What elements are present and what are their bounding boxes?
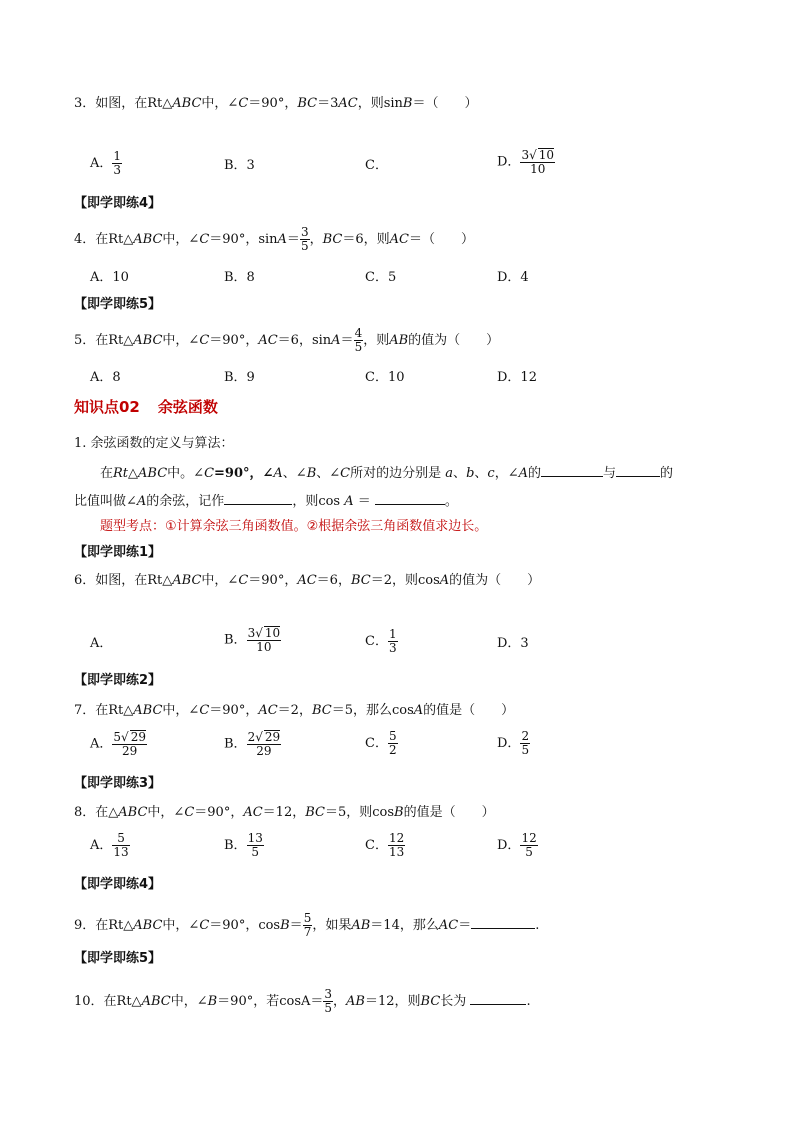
q5-var: C bbox=[199, 333, 210, 348]
question-10 bbox=[74, 988, 531, 1015]
denominator: 29 bbox=[256, 744, 272, 758]
question-types-note: 题型考点：①计算余弦三角函数值。②根据余弦三角函数值求边长。 bbox=[100, 519, 488, 534]
q5-text: 5．在Rt△ bbox=[74, 333, 134, 348]
q10-tri: ABC bbox=[141, 994, 171, 1009]
question-5 bbox=[74, 327, 499, 354]
sqrt-icon: √ bbox=[529, 148, 537, 162]
q5-var: AB bbox=[389, 333, 409, 348]
q7-text: ＝2， bbox=[277, 703, 312, 718]
q4-var: BC bbox=[322, 232, 343, 247]
q3-text: ，则sin bbox=[357, 96, 403, 111]
q3-var: BC bbox=[297, 96, 318, 111]
numerator: 3 bbox=[324, 987, 333, 1001]
coef: 3 bbox=[521, 148, 530, 162]
fraction bbox=[323, 988, 333, 1015]
denominator: 10 bbox=[530, 162, 546, 176]
q3-var: C bbox=[238, 96, 249, 111]
def-text: 、 bbox=[453, 466, 467, 481]
q10-text: 中，∠ bbox=[170, 994, 208, 1009]
q10-text: ， bbox=[333, 994, 347, 1009]
numerator: 2 bbox=[521, 729, 530, 743]
def-var: A bbox=[273, 466, 283, 481]
denominator: 5 bbox=[324, 1001, 333, 1015]
radicand: 29 bbox=[264, 730, 281, 744]
q3-option-d[interactable] bbox=[497, 148, 555, 176]
q4-option-d[interactable]: D．4 bbox=[497, 270, 529, 285]
denominator: 10 bbox=[256, 640, 272, 654]
option-label: C． bbox=[365, 838, 388, 853]
q9-text: ＝ bbox=[289, 918, 303, 933]
def-text: 比值叫做∠ bbox=[74, 494, 137, 509]
denominator: 13 bbox=[388, 845, 405, 859]
q4-text: ， bbox=[309, 232, 323, 247]
q6-text: ＝2，则cos bbox=[370, 573, 440, 588]
fraction bbox=[388, 730, 398, 757]
option-label: D． bbox=[497, 736, 521, 751]
q3-var: B bbox=[402, 96, 413, 111]
fraction bbox=[520, 730, 530, 757]
q8-text: ＝5，则cos bbox=[324, 805, 395, 820]
def-text: 的 bbox=[527, 466, 541, 481]
q6-option-a[interactable]: A． bbox=[90, 636, 113, 651]
coef: 2 bbox=[247, 730, 256, 744]
sqrt-icon: √ bbox=[255, 626, 263, 640]
q4-text: ＝6，则 bbox=[342, 232, 390, 247]
question-4 bbox=[74, 226, 474, 253]
q8-text: 的值是（ ） bbox=[403, 805, 495, 820]
q10-var: B bbox=[207, 994, 218, 1009]
q4-text: 中，∠ bbox=[162, 232, 200, 247]
fill-blank-3[interactable] bbox=[224, 492, 292, 505]
q5-text: 中，∠ bbox=[162, 333, 200, 348]
fill-blank-1[interactable] bbox=[541, 464, 603, 477]
numerator bbox=[247, 626, 282, 641]
denominator: 5 bbox=[251, 845, 260, 859]
q10-text: ＝90°，若cosA＝ bbox=[217, 994, 324, 1009]
option-label: A． bbox=[90, 156, 113, 171]
numerator: 5 bbox=[112, 832, 129, 846]
q9-text: ＝90°，cos bbox=[209, 918, 281, 933]
denominator: 5 bbox=[300, 239, 309, 253]
def-text: 。 bbox=[444, 494, 458, 509]
def-text: 的余弦，记作 bbox=[146, 494, 225, 509]
fraction bbox=[388, 832, 405, 859]
q10-var: AB bbox=[346, 994, 365, 1009]
denominator: 29 bbox=[122, 744, 138, 758]
denominator: 2 bbox=[388, 743, 397, 757]
fraction bbox=[303, 912, 313, 939]
q5-var: AC bbox=[258, 333, 278, 348]
kp-title: 余弦函数 bbox=[157, 398, 218, 416]
q8-tri: ABC bbox=[118, 805, 148, 820]
q4-text: ＝（ ） bbox=[408, 232, 474, 247]
denominator: 13 bbox=[113, 845, 129, 859]
q8-option-d[interactable] bbox=[497, 832, 538, 859]
option-label: A． bbox=[90, 838, 113, 853]
section-heading: 【即学即练2】 bbox=[74, 673, 162, 688]
question-8 bbox=[74, 805, 495, 821]
q5-option-a[interactable]: A．8 bbox=[90, 370, 121, 385]
q3-text: 中，∠ bbox=[201, 96, 239, 111]
def-var: A bbox=[136, 494, 147, 509]
q4-option-a[interactable]: A．10 bbox=[90, 270, 129, 285]
fraction bbox=[247, 626, 282, 654]
q8-option-b[interactable] bbox=[224, 832, 264, 859]
q6-var: C bbox=[238, 573, 249, 588]
q5-text: ＝ bbox=[340, 333, 354, 348]
q9-var: AC bbox=[438, 918, 459, 933]
q4-var: AC bbox=[389, 232, 409, 247]
def-text: 、∠ bbox=[282, 466, 307, 481]
q9-text: . bbox=[535, 918, 540, 933]
fill-blank-4[interactable] bbox=[375, 492, 445, 505]
q7-var: A bbox=[413, 703, 424, 718]
q9-text: 9．在Rt△ bbox=[74, 918, 134, 933]
q6-text: 6．如图，在Rt△ bbox=[74, 573, 173, 588]
q9-var: AB bbox=[351, 918, 371, 933]
option-label: D． bbox=[497, 838, 521, 853]
section-heading: 【即学即练5】 bbox=[74, 951, 162, 966]
q8-text: ＝90°， bbox=[194, 805, 244, 820]
q10-var: BC bbox=[420, 994, 441, 1009]
coef: 3 bbox=[247, 626, 256, 640]
section-heading: 【即学即练4】 bbox=[74, 196, 162, 211]
q4-var: C bbox=[199, 232, 210, 247]
fraction bbox=[520, 148, 555, 176]
option-label: C． bbox=[365, 736, 388, 751]
def-text: 与 bbox=[603, 466, 617, 481]
q8-text: 8．在△ bbox=[74, 805, 119, 820]
q7-var: BC bbox=[311, 703, 332, 718]
numerator: 13 bbox=[247, 831, 263, 845]
question-7 bbox=[74, 703, 514, 719]
q6-var: AC bbox=[297, 573, 317, 588]
option-label: D． bbox=[497, 154, 521, 170]
q10-text: 长为 bbox=[440, 994, 467, 1009]
def-var: Rt△ABC bbox=[113, 466, 168, 481]
q4-text: 4．在Rt△ bbox=[74, 232, 134, 247]
question-3 bbox=[74, 96, 477, 112]
fraction bbox=[388, 628, 398, 655]
def-var: b bbox=[466, 466, 475, 481]
def-text: ，∠ bbox=[494, 466, 519, 481]
option-label: B． bbox=[224, 632, 247, 648]
definition-line-2 bbox=[74, 492, 458, 510]
def-text: ＝ bbox=[357, 494, 371, 509]
q7-option-c[interactable] bbox=[365, 730, 398, 757]
q7-text: 7．在Rt△ bbox=[74, 703, 134, 718]
q3-option-c[interactable]: C． bbox=[365, 158, 388, 173]
fraction bbox=[112, 832, 129, 859]
radicand: 10 bbox=[538, 148, 555, 162]
q10-text: ＝12，则 bbox=[365, 994, 421, 1009]
option-label: B． bbox=[224, 838, 247, 853]
q6-text: ＝6， bbox=[316, 573, 351, 588]
q7-text: ＝90°， bbox=[209, 703, 259, 718]
q8-var: BC bbox=[305, 805, 325, 820]
q9-text: ，如果 bbox=[312, 918, 352, 933]
q4-option-c[interactable]: C．5 bbox=[365, 270, 397, 285]
q5-option-b[interactable]: B．9 bbox=[224, 370, 255, 385]
q3-tri: ABC bbox=[172, 96, 202, 111]
q9-var: B bbox=[280, 918, 290, 933]
section-heading: 【即学即练3】 bbox=[74, 776, 162, 791]
q7-tri: ABC bbox=[133, 703, 163, 718]
radicand: 29 bbox=[130, 730, 146, 744]
def-var: C bbox=[204, 466, 215, 481]
q6-text: 中，∠ bbox=[201, 573, 239, 588]
q8-text: 中，∠ bbox=[147, 805, 185, 820]
q9-text: 中，∠ bbox=[162, 918, 200, 933]
q5-option-c[interactable]: C．10 bbox=[365, 370, 405, 385]
q9-text: ＝ bbox=[458, 918, 472, 933]
q7-option-a[interactable] bbox=[90, 730, 147, 758]
section-heading: 【即学即练5】 bbox=[74, 297, 162, 312]
def-text: 在 bbox=[100, 466, 114, 481]
q3-text: ＝90°， bbox=[248, 96, 298, 111]
kp-label: 知识点02 bbox=[74, 398, 140, 416]
q6-option-c[interactable] bbox=[365, 628, 398, 655]
denominator: 5 bbox=[521, 743, 530, 757]
numerator: 1 bbox=[113, 149, 122, 163]
q9-var: C bbox=[199, 918, 210, 933]
numerator bbox=[112, 730, 147, 745]
question-9 bbox=[74, 912, 539, 939]
q5-text: ＝90°， bbox=[209, 333, 259, 348]
q3-text: ＝3 bbox=[317, 96, 339, 111]
denominator: 7 bbox=[303, 925, 312, 939]
def-text: ，则cos bbox=[292, 494, 341, 509]
q4-tri: ABC bbox=[133, 232, 163, 247]
q4-var: A bbox=[277, 232, 287, 247]
fraction bbox=[300, 226, 310, 253]
q6-text: ＝90°， bbox=[248, 573, 298, 588]
numerator: 12 bbox=[521, 831, 537, 845]
q9-tri: ABC bbox=[133, 918, 163, 933]
denominator: 3 bbox=[388, 641, 397, 655]
q6-option-d[interactable]: D．3 bbox=[497, 636, 529, 651]
option-label: A． bbox=[90, 736, 113, 752]
sqrt-icon: √ bbox=[255, 730, 263, 744]
q9-text: ＝14，那么 bbox=[370, 918, 439, 933]
fraction bbox=[247, 730, 282, 758]
q3-option-b[interactable]: B．3 bbox=[224, 158, 255, 173]
q3-option-a[interactable] bbox=[90, 150, 122, 177]
q7-option-d[interactable] bbox=[497, 730, 530, 757]
q10-answer-blank[interactable] bbox=[470, 992, 526, 1005]
def-var: B bbox=[306, 466, 317, 481]
q5-option-d[interactable]: D．12 bbox=[497, 370, 537, 385]
q5-var: A bbox=[331, 333, 341, 348]
q6-var: BC bbox=[350, 573, 371, 588]
q5-text: 的值为（ ） bbox=[408, 333, 500, 348]
q4-text: ＝ bbox=[286, 232, 300, 247]
numerator bbox=[247, 730, 282, 745]
def-text: 中。∠ bbox=[167, 466, 205, 481]
denominator: 5 bbox=[525, 845, 533, 859]
q4-text: ＝90°，sin bbox=[209, 232, 278, 247]
q7-var: AC bbox=[258, 703, 278, 718]
fraction bbox=[112, 150, 122, 177]
def-text: 所对的边分别是 bbox=[350, 466, 442, 481]
q8-var: AC bbox=[243, 805, 263, 820]
q6-text: 的值为（ ） bbox=[449, 573, 541, 588]
q8-option-a[interactable] bbox=[90, 832, 130, 859]
question-6 bbox=[74, 573, 540, 589]
def-var: c bbox=[487, 466, 495, 481]
def-var: A bbox=[518, 466, 528, 481]
fraction bbox=[354, 327, 364, 354]
q7-text: 中，∠ bbox=[162, 703, 200, 718]
q5-text: ＝6，sin bbox=[277, 333, 332, 348]
option-label: B． bbox=[224, 736, 247, 752]
q3-var: AC bbox=[338, 96, 358, 111]
option-label: C． bbox=[365, 634, 388, 649]
q6-tri: ABC bbox=[172, 573, 202, 588]
q6-var: A bbox=[439, 573, 450, 588]
numerator: 5 bbox=[388, 729, 397, 743]
numerator: 5 bbox=[303, 911, 312, 925]
def-var: A bbox=[344, 494, 354, 509]
q10-text: . bbox=[526, 994, 531, 1009]
q4-option-b[interactable]: B．8 bbox=[224, 270, 255, 285]
q5-tri: ABC bbox=[133, 333, 163, 348]
q7-text: ＝5，那么cos bbox=[331, 703, 414, 718]
q5-text: ，则 bbox=[363, 333, 390, 348]
sqrt-icon: √ bbox=[121, 730, 129, 744]
q7-var: C bbox=[199, 703, 210, 718]
section-heading: 【即学即练1】 bbox=[74, 545, 162, 560]
numerator: 1 bbox=[388, 627, 397, 641]
q8-var: B bbox=[394, 805, 404, 820]
q3-text: 3．如图，在Rt△ bbox=[74, 96, 173, 111]
section-heading: 【即学即练4】 bbox=[74, 877, 162, 892]
coef: 5 bbox=[113, 730, 122, 744]
definition-heading: 1. 余弦函数的定义与算法： bbox=[74, 436, 234, 451]
q8-text: ＝12， bbox=[262, 805, 306, 820]
q6-option-b[interactable] bbox=[224, 626, 281, 654]
q9-answer-blank[interactable] bbox=[471, 916, 535, 929]
numerator: 12 bbox=[388, 831, 405, 845]
definition-line-1 bbox=[100, 464, 673, 482]
def-text: 、∠ bbox=[316, 466, 341, 481]
fraction bbox=[247, 832, 264, 859]
def-var: a bbox=[445, 466, 454, 481]
denominator: 5 bbox=[354, 340, 363, 354]
fraction bbox=[112, 730, 147, 758]
numerator bbox=[520, 148, 555, 163]
def-var: C bbox=[340, 466, 351, 481]
radicand: 10 bbox=[264, 626, 281, 640]
q10-text: 10．在Rt△ bbox=[74, 994, 142, 1009]
q7-option-b[interactable] bbox=[224, 730, 281, 758]
denominator: 3 bbox=[113, 163, 122, 177]
fill-blank-2[interactable] bbox=[616, 464, 660, 477]
def-text: 的 bbox=[660, 466, 674, 481]
q8-option-c[interactable] bbox=[365, 832, 405, 859]
def-text: =90°，∠ bbox=[214, 466, 274, 481]
numerator: 3 bbox=[300, 225, 309, 239]
knowledge-point-heading bbox=[74, 399, 218, 415]
numerator: 4 bbox=[354, 326, 363, 340]
def-text: 、 bbox=[474, 466, 488, 481]
fraction bbox=[520, 832, 537, 859]
q7-text: 的值是（ ） bbox=[423, 703, 515, 718]
q3-text: ＝（ ） bbox=[412, 96, 478, 111]
q8-var: C bbox=[184, 805, 195, 820]
